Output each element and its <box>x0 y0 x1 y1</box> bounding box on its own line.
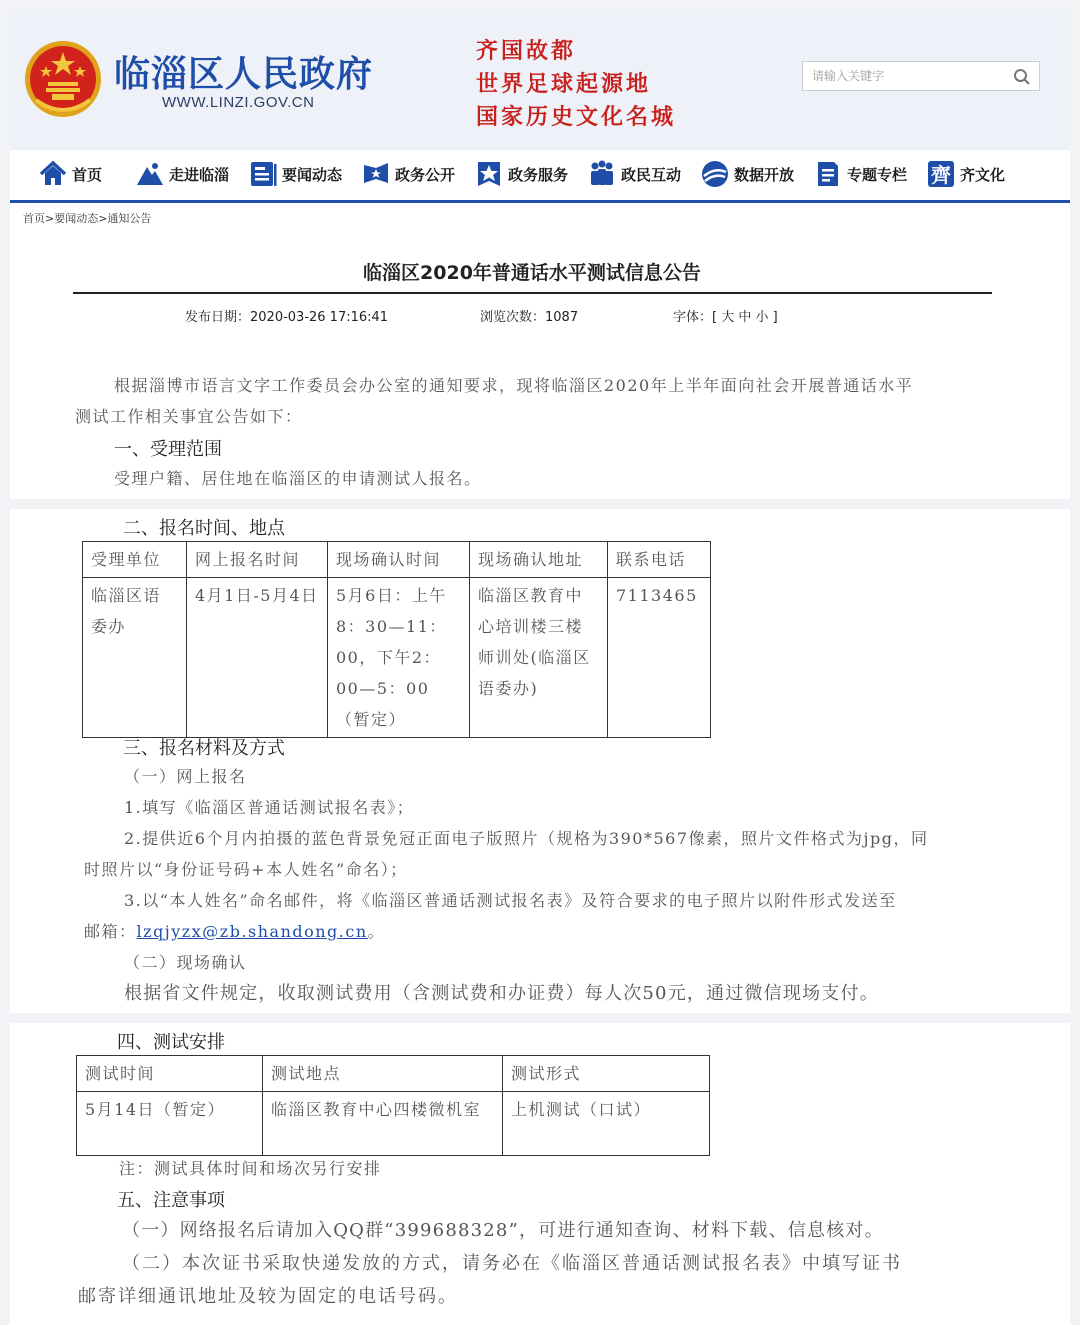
title-divider <box>73 292 992 294</box>
table-header-row <box>83 542 711 578</box>
nav-item-news[interactable] <box>248 157 342 191</box>
section-5-heading: 五、注意事项 <box>117 1190 225 1211</box>
nav-label-gov-service: 政务服务 <box>508 165 569 184</box>
search-icon[interactable] <box>1013 68 1031 86</box>
view-count: 浏览次数：1087 <box>480 310 579 325</box>
onsite-fee-text: 根据省文件规定，收取测试费用（含测试费和办证费）每人次50元，通过微信现场支付。 <box>124 983 879 1004</box>
email-link[interactable]: lzqjyzx@zb.shandong.cn <box>136 922 368 941</box>
font-size-selector[interactable]: 字体：[ 大 中 小 ] <box>673 310 778 325</box>
material-item-1: 1.填写《临淄区普通话测试报名表》； <box>124 798 415 817</box>
section-1-heading: 一、受理范围 <box>114 439 222 460</box>
site-title[interactable]: 临淄区人民政府 <box>114 54 374 95</box>
page <box>10 10 1070 1325</box>
people-icon <box>587 159 617 189</box>
search-input[interactable] <box>803 62 1012 90</box>
nav-label-qi-culture: 齐文化 <box>960 165 1006 184</box>
table-cell: 上机测试（口试） <box>503 1092 710 1156</box>
nav-label-topics: 专题专栏 <box>847 165 908 184</box>
section-4-heading: 四、测试安排 <box>117 1032 225 1053</box>
subsection-onsite-heading: （二）现场确认 <box>124 953 247 972</box>
table-cell: 临淄区教育中心培训楼三楼师训处(临淄区语委办) <box>470 578 608 738</box>
nav-item-topics[interactable] <box>813 157 907 191</box>
nav-label-home: 首页 <box>72 165 103 184</box>
table-cell: 临淄区教育中心四楼微机室 <box>263 1092 503 1156</box>
site-header <box>10 10 1070 150</box>
table-header-cell: 现场确认地址 <box>470 542 608 578</box>
table-header-cell: 受理单位 <box>83 542 187 578</box>
main-nav <box>10 150 1070 203</box>
notice-item-2-line-2: 邮寄详细通讯地址及较为固定的电话号码。 <box>78 1286 458 1307</box>
table-row <box>83 578 711 738</box>
megaphone-icon <box>361 159 391 189</box>
notice-item-2-line-1: （二）本次证书采取快递发放的方式，请务必在《临淄区普通话测试报名表》中填写证书 <box>122 1253 902 1274</box>
breadcrumb[interactable]: 首页>要闻动态>通知公告 <box>23 212 152 225</box>
search-box <box>802 61 1040 91</box>
table-header-cell: 现场确认时间 <box>328 542 470 578</box>
table-header-cell: 联系电话 <box>608 542 711 578</box>
national-emblem-icon <box>22 38 104 120</box>
nav-label-interaction: 政民互动 <box>621 165 682 184</box>
svg-text:齊: 齊 <box>931 163 951 187</box>
star-badge-icon <box>474 159 504 189</box>
nav-item-gov-service[interactable] <box>474 157 568 191</box>
material-item-2-line-2: 时照片以“身份证号码+本人姓名”命名）； <box>84 860 408 879</box>
nav-label-open-data: 数据开放 <box>734 165 795 184</box>
test-arrangement-table <box>76 1055 710 1156</box>
nav-item-qi-culture[interactable] <box>926 157 1005 191</box>
nav-label-gov-affairs: 政务公开 <box>395 165 456 184</box>
data-globe-icon <box>700 159 730 189</box>
section-separator <box>10 499 1070 509</box>
nav-item-open-data[interactable] <box>700 157 794 191</box>
nav-label-about: 走进临淄 <box>169 165 230 184</box>
slogan-line-3: 国家历史文化名城 <box>476 104 677 130</box>
home-icon <box>38 159 68 189</box>
section-separator <box>10 1013 1070 1023</box>
table-row <box>77 1092 710 1156</box>
table-header-row <box>77 1056 710 1092</box>
table-cell: 临淄区语委办 <box>83 578 187 738</box>
table-header-cell: 网上报名时间 <box>187 542 328 578</box>
registration-table <box>82 541 711 738</box>
document-icon <box>813 159 843 189</box>
nav-label-news: 要闻动态 <box>282 165 343 184</box>
slogan-line-2: 世界足球起源地 <box>476 71 652 97</box>
table-cell: 5月6日：上午8：30—11：00，下午2：00—5：00（暂定） <box>328 578 470 738</box>
subsection-online-heading: （一）网上报名 <box>124 767 247 786</box>
article-title: 临淄区2020年普通话水平测试信息公告 <box>363 262 701 284</box>
qi-character-icon <box>926 159 956 189</box>
slogan-line-1: 齐国故都 <box>476 38 577 64</box>
section-3-heading: 三、报名材料及方式 <box>123 738 285 759</box>
mountain-icon <box>135 159 165 189</box>
test-note: 注：测试具体时间和场次另行安排 <box>119 1159 382 1178</box>
material-item-3-line-1: 3.以“本人姓名”命名邮件，将《临淄区普通话测试报名表》及符合要求的电子照片以附件形式发送至 <box>124 891 897 910</box>
email-prefix: 邮箱： <box>84 922 137 941</box>
table-header-cell: 测试地点 <box>263 1056 503 1092</box>
nav-item-about[interactable] <box>135 157 229 191</box>
material-item-2-line-1: 2.提供近6个月内拍摄的蓝色背景免冠正面电子版照片（规格为390*567像素，照片文件格式为jpg，同 <box>124 829 929 848</box>
table-header-cell: 测试形式 <box>503 1056 710 1092</box>
publish-date: 发布日期：2020-03-26 17:16:41 <box>185 310 389 325</box>
intro-line-1: 根据淄博市语言文字工作委员会办公室的通知要求，现将临淄区2020年上半年面向社会开展普通话水平 <box>114 376 914 395</box>
news-icon <box>248 159 278 189</box>
section-2-heading: 二、报名时间、地点 <box>123 518 285 539</box>
site-url: WWW.LINZI.GOV.CN <box>162 94 315 111</box>
section-1-text: 受理户籍、居住地在临淄区的申请测试人报名。 <box>114 469 482 488</box>
nav-item-gov-affairs[interactable] <box>361 157 455 191</box>
material-item-3-line-2 <box>84 916 385 947</box>
nav-item-interaction[interactable] <box>587 157 681 191</box>
nav-item-home[interactable] <box>38 157 102 191</box>
intro-line-2: 测试工作相关事宜公告如下： <box>75 407 303 426</box>
table-header-cell: 测试时间 <box>77 1056 263 1092</box>
table-cell: 4月1日-5月4日 <box>187 578 328 738</box>
email-suffix: 。 <box>367 922 386 941</box>
table-cell: 5月14日（暂定） <box>77 1092 263 1156</box>
notice-item-1: （一）网络报名后请加入QQ群“399688328”，可进行通知查询、材料下载、信息核对。 <box>122 1220 884 1241</box>
table-cell: 7113465 <box>608 578 711 738</box>
